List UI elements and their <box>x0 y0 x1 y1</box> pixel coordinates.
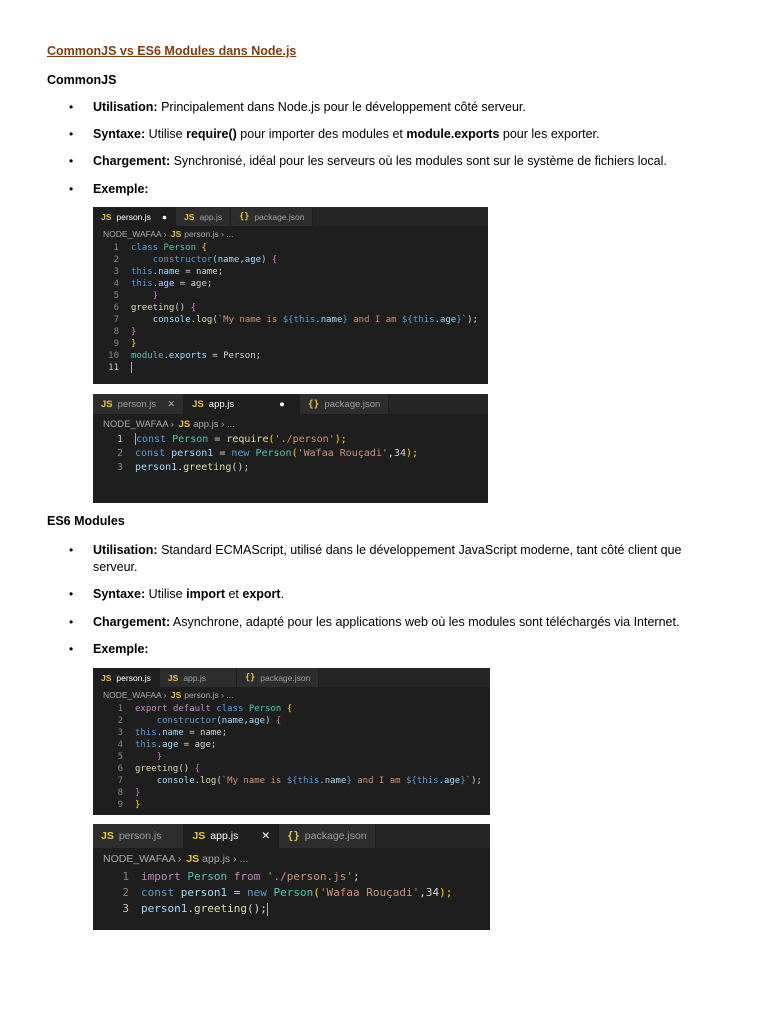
code-line: 11 <box>93 362 488 374</box>
tab-person-js[interactable]: JS person.js ● <box>93 207 176 226</box>
code-line: 1 class Person { <box>113 243 207 253</box>
javascript-file-icon: JS <box>186 853 200 865</box>
tab-person-js[interactable]: JS person.js <box>93 824 184 848</box>
chevron-right-icon: › <box>221 690 224 700</box>
code-area[interactable] <box>93 703 490 811</box>
chevron-right-icon: › <box>163 690 167 700</box>
javascript-file-icon: JS <box>167 672 179 683</box>
list-item: • Chargement: Synchronisé, idéal pour les serveurs où les modules sont sur le système de fichiers local. <box>93 153 713 170</box>
code-line: 5 } <box>117 752 163 762</box>
code-line: 8 } <box>117 788 141 798</box>
unsaved-dot-icon[interactable]: ● <box>279 398 285 410</box>
list-item: • Chargement: Asynchrone, adapté pour les applications web où les modules sont téléchargés via Internet. <box>93 614 713 631</box>
code-editor-commonjs-person <box>93 207 488 384</box>
code-area[interactable] <box>93 869 490 917</box>
javascript-file-icon: JS <box>170 229 182 239</box>
tab-package-json[interactable]: {} package.json <box>300 394 389 414</box>
page-title: CommonJS vs ES6 Modules dans Node.js <box>47 44 297 58</box>
javascript-file-icon: JS <box>170 690 182 700</box>
code-line: 1 export default class Person { <box>117 704 293 714</box>
code-line: 3 this.name = name; <box>117 728 228 738</box>
tab-app-js[interactable]: JS app.js <box>176 207 231 226</box>
list-item: • Utilisation: Standard ECMAScript, utilisé dans le développement JavaScript moderne, tant côté client que serveur. <box>93 542 713 575</box>
code-line: 8 } <box>113 327 137 337</box>
chevron-right-icon: › <box>221 229 224 239</box>
breadcrumb: NODE_WAFAA › JS person.js › ... <box>103 690 234 700</box>
json-file-icon: {} <box>239 211 250 222</box>
breadcrumb: NODE_WAFAA › JS person.js › ... <box>103 229 234 239</box>
code-line: 3 this.name = name; <box>113 267 224 277</box>
breadcrumb: NODE_WAFAA › JS app.js › ... <box>103 853 249 865</box>
unsaved-dot-icon[interactable]: ● <box>161 211 168 222</box>
code-editor-es6-app <box>93 824 490 930</box>
code-editor-commonjs-app <box>93 394 488 503</box>
section-heading-commonjs: CommonJS <box>47 73 117 87</box>
list-item: • Utilisation: Principalement dans Node.js pour le développement côté serveur. <box>93 99 713 116</box>
list-item: • Exemple: <box>93 181 713 198</box>
javascript-file-icon: JS <box>184 211 195 222</box>
chevron-right-icon: › <box>170 419 174 430</box>
javascript-file-icon: JS <box>192 398 204 410</box>
editor-tab-bar <box>93 824 490 848</box>
javascript-file-icon: JS <box>178 419 191 430</box>
chevron-right-icon: › <box>177 853 182 865</box>
code-editor-es6-person <box>93 668 490 815</box>
section-heading-es6-modules: ES6 Modules <box>47 514 125 528</box>
breadcrumb: NODE_WAFAA › JS app.js › ... <box>103 419 235 430</box>
list-item: • Syntaxe: Utilise require() pour importer des modules et module.exports pour les exporter. <box>93 126 713 143</box>
code-line: 1 import Person from './person.js'; <box>122 870 360 883</box>
chevron-right-icon: › <box>221 419 225 430</box>
code-line: 5 } <box>113 291 159 301</box>
text-cursor <box>131 362 132 373</box>
code-line: 4 this.age = age; <box>113 279 213 289</box>
chevron-right-icon: › <box>163 229 167 239</box>
code-line: 9 } <box>117 800 141 810</box>
code-line: 7 console.log(`My name is ${this.name} and I am ${this.age}`); <box>117 776 482 786</box>
code-line: 10 module.exports = Person; <box>108 351 262 361</box>
code-line: 6 greeting() { <box>113 303 197 313</box>
javascript-file-icon: JS <box>101 211 112 222</box>
code-line: 3 person1.greeting(); <box>122 902 267 915</box>
json-file-icon: {} <box>245 672 256 683</box>
code-line: 6 greeting() { <box>117 764 201 774</box>
code-line: 7 console.log(`My name is ${this.name} and I am ${this.age}`); <box>113 315 478 325</box>
tab-person-js[interactable]: JS person.js ✕ <box>93 394 184 414</box>
javascript-file-icon: JS <box>101 398 113 410</box>
tab-package-json[interactable]: {} package.json <box>231 207 313 226</box>
code-line: 2 const person1 = new Person('Wafaa Rouçadi',34); <box>116 448 419 459</box>
code-line: 2 constructor(name,age) { <box>113 255 278 265</box>
javascript-file-icon: JS <box>101 830 114 842</box>
code-line: 4 this.age = age; <box>117 740 217 750</box>
code-line: 9 } <box>113 339 137 349</box>
javascript-file-icon: JS <box>101 672 112 683</box>
chevron-right-icon: › <box>233 853 237 865</box>
tab-package-json[interactable]: {} package.json <box>237 668 319 687</box>
tab-app-js[interactable]: JS app.js <box>160 668 237 687</box>
code-area[interactable] <box>93 242 488 374</box>
editor-tab-bar <box>93 394 488 414</box>
code-line: 1 const Person = require('./person'); <box>116 434 347 445</box>
code-area[interactable] <box>93 433 488 475</box>
tab-app-js[interactable]: JS app.js ● <box>184 394 300 414</box>
tab-app-js[interactable]: JS app.js ✕ <box>184 824 279 848</box>
javascript-file-icon: JS <box>192 830 206 842</box>
list-item: • Syntaxe: Utilise import et export. <box>93 586 713 603</box>
json-file-icon: {} <box>287 830 300 842</box>
text-cursor <box>267 903 268 916</box>
tab-person-js[interactable]: JS person.js <box>93 668 160 687</box>
tab-package-json[interactable]: {} package.json <box>279 824 376 848</box>
code-line: 2 constructor(name,age) { <box>117 716 282 726</box>
close-icon[interactable]: ✕ <box>261 830 271 842</box>
code-line: 3 person1.greeting(); <box>116 462 250 473</box>
code-line: 2 const person1 = new Person('Wafaa Rouçadi',34); <box>122 886 453 899</box>
json-file-icon: {} <box>307 398 320 410</box>
editor-tab-bar <box>93 207 488 226</box>
close-icon[interactable]: ✕ <box>167 398 176 410</box>
list-item: • Exemple: <box>93 641 713 658</box>
editor-tab-bar <box>93 668 490 687</box>
